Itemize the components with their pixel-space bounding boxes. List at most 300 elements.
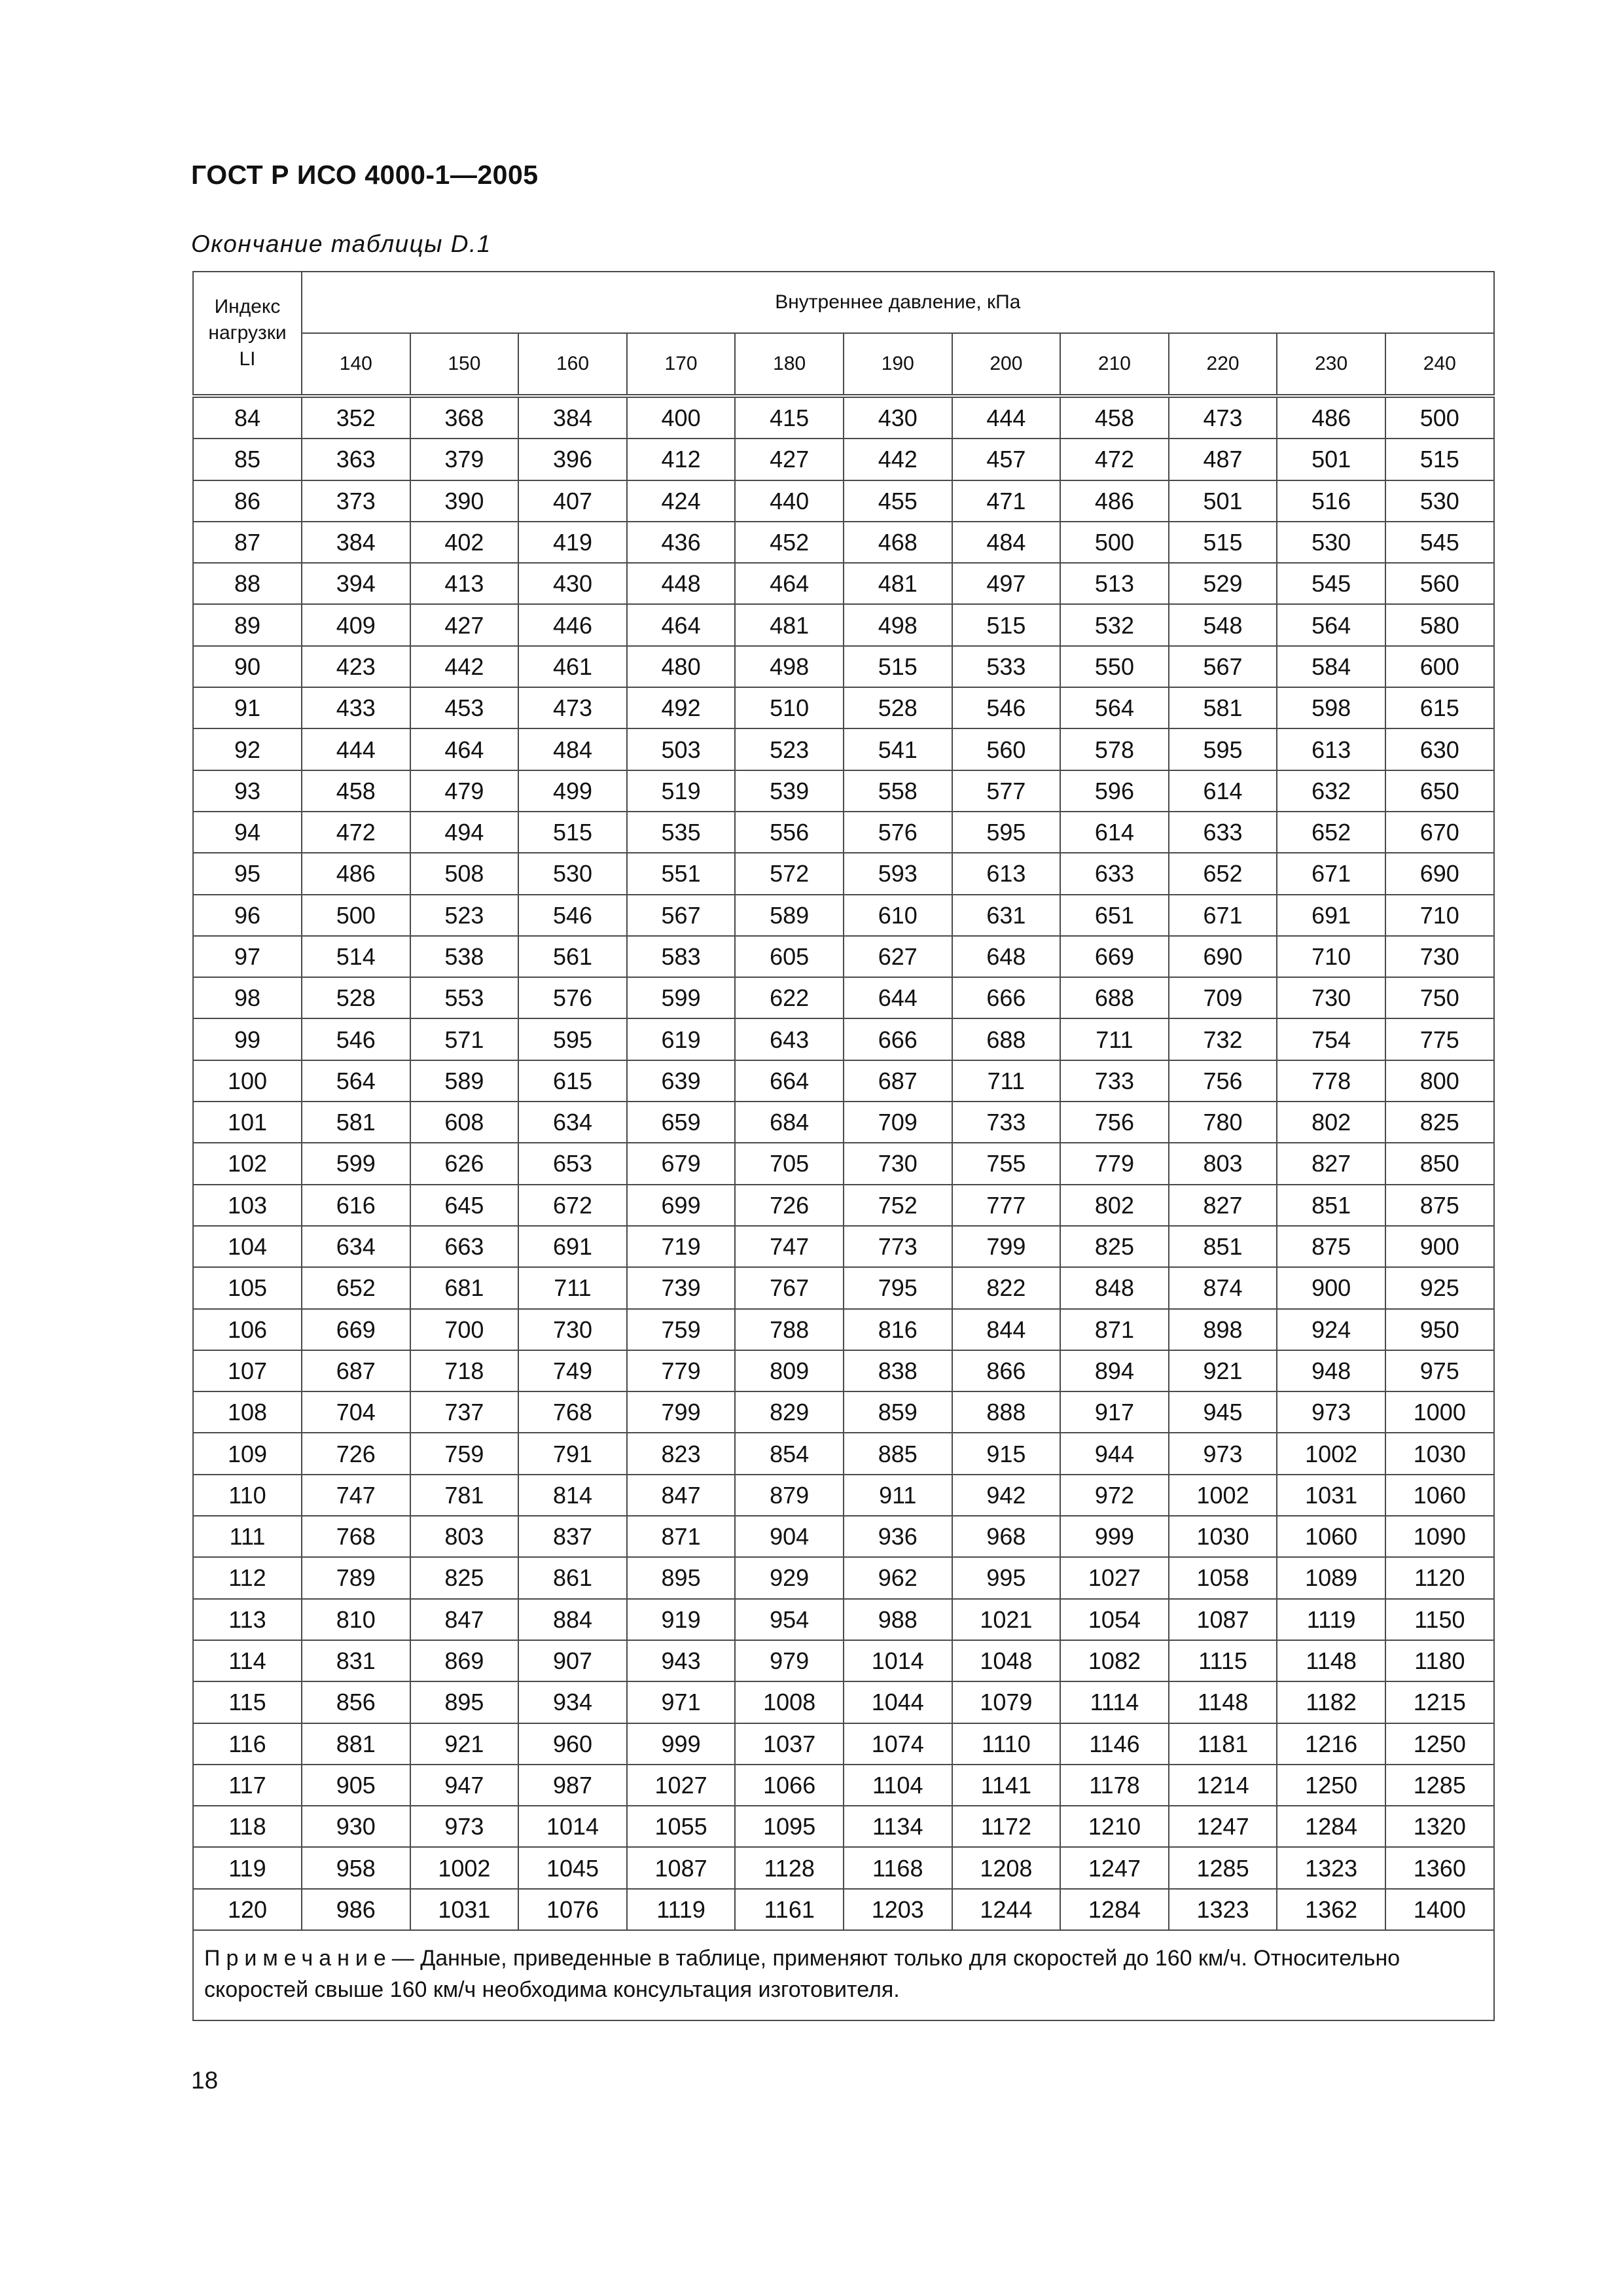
load-value-cell: 825 [1385, 1102, 1494, 1143]
load-value-cell: 423 [302, 646, 410, 687]
load-value-cell: 874 [1169, 1267, 1277, 1308]
load-value-cell: 1000 [1385, 1391, 1494, 1433]
load-value-cell: 1400 [1385, 1889, 1494, 1930]
load-value-cell: 1215 [1385, 1681, 1494, 1723]
load-index-header-line3: LI [239, 348, 256, 370]
load-value-cell: 513 [1060, 563, 1169, 604]
load-index-cell: 114 [193, 1640, 302, 1681]
load-value-cell: 752 [844, 1185, 952, 1226]
load-value-cell: 1360 [1385, 1847, 1494, 1888]
load-value-cell: 583 [627, 936, 736, 977]
load-value-cell: 632 [1277, 770, 1385, 812]
load-value-cell: 718 [410, 1350, 519, 1391]
load-value-cell: 1087 [1169, 1599, 1277, 1640]
table-row [193, 977, 1494, 1018]
load-value-cell: 605 [735, 936, 844, 977]
load-value-cell: 670 [1385, 812, 1494, 853]
load-value-cell: 705 [735, 1143, 844, 1184]
load-value-cell: 560 [1385, 563, 1494, 604]
load-value-cell: 1161 [735, 1889, 844, 1930]
load-value-cell: 950 [1385, 1309, 1494, 1350]
table-row [193, 728, 1494, 770]
load-value-cell: 739 [627, 1267, 736, 1308]
load-value-cell: 666 [844, 1018, 952, 1060]
load-index-header-line1: Индекс [214, 296, 281, 317]
load-value-cell: 943 [627, 1640, 736, 1681]
load-value-cell: 444 [302, 728, 410, 770]
load-value-cell: 1058 [1169, 1557, 1277, 1598]
table-row [193, 1102, 1494, 1143]
load-value-cell: 644 [844, 977, 952, 1018]
load-value-cell: 402 [410, 522, 519, 563]
load-value-cell: 564 [302, 1060, 410, 1102]
load-index-cell: 105 [193, 1267, 302, 1308]
load-value-cell: 407 [518, 480, 627, 522]
table-row [193, 687, 1494, 728]
load-value-cell: 1203 [844, 1889, 952, 1930]
load-value-cell: 1021 [952, 1599, 1061, 1640]
load-value-cell: 1014 [844, 1640, 952, 1681]
pressure-column-header: 160 [518, 333, 627, 396]
load-value-cell: 1323 [1277, 1847, 1385, 1888]
load-index-header-line2: нагрузки [208, 322, 287, 344]
table-header [193, 272, 1494, 396]
table-row [193, 936, 1494, 977]
load-value-cell: 593 [844, 853, 952, 894]
load-value-cell: 672 [518, 1185, 627, 1226]
load-value-cell: 430 [844, 396, 952, 439]
load-value-cell: 973 [1277, 1391, 1385, 1433]
load-value-cell: 848 [1060, 1267, 1169, 1308]
load-value-cell: 424 [627, 480, 736, 522]
load-value-cell: 545 [1385, 522, 1494, 563]
load-value-cell: 473 [1169, 396, 1277, 439]
load-value-cell: 409 [302, 604, 410, 645]
load-value-cell: 613 [1277, 728, 1385, 770]
load-value-cell: 1178 [1060, 1765, 1169, 1806]
load-value-cell: 777 [952, 1185, 1061, 1226]
load-index-cell: 102 [193, 1143, 302, 1184]
load-index-cell: 99 [193, 1018, 302, 1060]
load-index-cell: 86 [193, 480, 302, 522]
load-value-cell: 614 [1060, 812, 1169, 853]
table-row [193, 853, 1494, 894]
load-value-cell: 730 [844, 1143, 952, 1184]
load-value-cell: 669 [302, 1309, 410, 1350]
load-value-cell: 515 [1385, 439, 1494, 480]
load-value-cell: 900 [1277, 1267, 1385, 1308]
load-value-cell: 440 [735, 480, 844, 522]
load-value-cell: 633 [1060, 853, 1169, 894]
load-value-cell: 1066 [735, 1765, 844, 1806]
table-row [193, 563, 1494, 604]
load-value-cell: 778 [1277, 1060, 1385, 1102]
load-index-cell: 110 [193, 1475, 302, 1516]
load-value-cell: 871 [627, 1516, 736, 1557]
load-value-cell: 627 [844, 936, 952, 977]
load-value-cell: 616 [302, 1185, 410, 1226]
load-value-cell: 1110 [952, 1723, 1061, 1765]
load-value-cell: 710 [1385, 895, 1494, 936]
load-value-cell: 1045 [518, 1847, 627, 1888]
load-value-cell: 948 [1277, 1350, 1385, 1391]
load-value-cell: 484 [952, 522, 1061, 563]
load-value-cell: 691 [1277, 895, 1385, 936]
load-value-cell: 711 [952, 1060, 1061, 1102]
load-value-cell: 515 [844, 646, 952, 687]
load-value-cell: 487 [1169, 439, 1277, 480]
load-value-cell: 600 [1385, 646, 1494, 687]
load-value-cell: 538 [410, 936, 519, 977]
load-value-cell: 501 [1169, 480, 1277, 522]
load-value-cell: 1244 [952, 1889, 1061, 1930]
load-value-cell: 911 [844, 1475, 952, 1516]
load-value-cell: 799 [952, 1226, 1061, 1267]
load-value-cell: 652 [302, 1267, 410, 1308]
load-value-cell: 384 [302, 522, 410, 563]
load-value-cell: 875 [1277, 1226, 1385, 1267]
table-row [193, 895, 1494, 936]
load-index-cell: 85 [193, 439, 302, 480]
table-body [193, 396, 1494, 1930]
load-value-cell: 464 [735, 563, 844, 604]
load-value-cell: 709 [844, 1102, 952, 1143]
load-value-cell: 737 [410, 1391, 519, 1433]
load-value-cell: 1060 [1277, 1516, 1385, 1557]
load-value-cell: 599 [627, 977, 736, 1018]
load-value-cell: 479 [410, 770, 519, 812]
document-title: ГОСТ Р ИСО 4000-1—2005 [191, 160, 539, 190]
load-value-cell: 1323 [1169, 1889, 1277, 1930]
load-value-cell: 659 [627, 1102, 736, 1143]
load-index-cell: 97 [193, 936, 302, 977]
load-value-cell: 854 [735, 1433, 844, 1474]
load-value-cell: 733 [1060, 1060, 1169, 1102]
load-value-cell: 700 [410, 1309, 519, 1350]
load-index-cell: 89 [193, 604, 302, 645]
load-value-cell: 610 [844, 895, 952, 936]
load-value-cell: 457 [952, 439, 1061, 480]
load-value-cell: 671 [1277, 853, 1385, 894]
load-value-cell: 639 [627, 1060, 736, 1102]
load-value-cell: 1214 [1169, 1765, 1277, 1806]
pressure-column-header: 190 [844, 333, 952, 396]
load-value-cell: 626 [410, 1143, 519, 1184]
load-value-cell: 1148 [1169, 1681, 1277, 1723]
load-value-cell: 501 [1277, 439, 1385, 480]
load-value-cell: 1320 [1385, 1806, 1494, 1847]
load-value-cell: 791 [518, 1433, 627, 1474]
load-value-cell: 847 [410, 1599, 519, 1640]
load-value-cell: 780 [1169, 1102, 1277, 1143]
load-index-cell: 116 [193, 1723, 302, 1765]
load-value-cell: 548 [1169, 604, 1277, 645]
load-value-cell: 567 [627, 895, 736, 936]
load-value-cell: 1002 [1277, 1433, 1385, 1474]
load-value-cell: 436 [627, 522, 736, 563]
load-value-cell: 809 [735, 1350, 844, 1391]
load-value-cell: 634 [518, 1102, 627, 1143]
load-value-cell: 564 [1060, 687, 1169, 728]
load-value-cell: 687 [302, 1350, 410, 1391]
load-value-cell: 539 [735, 770, 844, 812]
load-value-cell: 619 [627, 1018, 736, 1060]
load-index-cell: 90 [193, 646, 302, 687]
load-value-cell: 630 [1385, 728, 1494, 770]
load-value-cell: 530 [518, 853, 627, 894]
load-value-cell: 664 [735, 1060, 844, 1102]
load-value-cell: 733 [952, 1102, 1061, 1143]
load-value-cell: 827 [1169, 1185, 1277, 1226]
load-value-cell: 1284 [1060, 1889, 1169, 1930]
load-value-cell: 691 [518, 1226, 627, 1267]
load-value-cell: 856 [302, 1681, 410, 1723]
load-value-cell: 1031 [410, 1889, 519, 1930]
load-value-cell: 1134 [844, 1806, 952, 1847]
load-value-cell: 634 [302, 1226, 410, 1267]
load-value-cell: 363 [302, 439, 410, 480]
table-row [193, 1143, 1494, 1184]
load-value-cell: 895 [627, 1557, 736, 1598]
load-value-cell: 508 [410, 853, 519, 894]
load-value-cell: 726 [302, 1433, 410, 1474]
pressure-column-header: 240 [1385, 333, 1494, 396]
table-row [193, 1765, 1494, 1806]
load-value-cell: 458 [1060, 396, 1169, 439]
table-row [193, 1640, 1494, 1681]
load-value-cell: 564 [1277, 604, 1385, 645]
load-value-cell: 888 [952, 1391, 1061, 1433]
load-value-cell: 599 [302, 1143, 410, 1184]
load-value-cell: 726 [735, 1185, 844, 1226]
load-value-cell: 907 [518, 1640, 627, 1681]
load-value-cell: 446 [518, 604, 627, 645]
load-value-cell: 971 [627, 1681, 736, 1723]
load-value-cell: 645 [410, 1185, 519, 1226]
load-value-cell: 595 [518, 1018, 627, 1060]
load-value-cell: 1027 [627, 1765, 736, 1806]
table-row [193, 480, 1494, 522]
load-value-cell: 1055 [627, 1806, 736, 1847]
load-value-cell: 775 [1385, 1018, 1494, 1060]
load-value-cell: 1030 [1169, 1516, 1277, 1557]
load-index-table [192, 271, 1495, 2021]
load-value-cell: 929 [735, 1557, 844, 1598]
load-value-cell: 759 [627, 1309, 736, 1350]
load-value-cell: 1250 [1277, 1765, 1385, 1806]
load-value-cell: 684 [735, 1102, 844, 1143]
load-value-cell: 498 [735, 646, 844, 687]
load-value-cell: 546 [302, 1018, 410, 1060]
load-value-cell: 837 [518, 1516, 627, 1557]
table-row [193, 1018, 1494, 1060]
load-value-cell: 1030 [1385, 1433, 1494, 1474]
load-value-cell: 589 [735, 895, 844, 936]
load-value-cell: 1208 [952, 1847, 1061, 1888]
load-value-cell: 844 [952, 1309, 1061, 1350]
load-value-cell: 433 [302, 687, 410, 728]
load-value-cell: 1089 [1277, 1557, 1385, 1598]
load-value-cell: 633 [1169, 812, 1277, 853]
table-row [193, 812, 1494, 853]
load-value-cell: 919 [627, 1599, 736, 1640]
load-value-cell: 486 [1277, 396, 1385, 439]
load-value-cell: 881 [302, 1723, 410, 1765]
table-row [193, 396, 1494, 439]
table-row [193, 1226, 1494, 1267]
load-index-cell: 87 [193, 522, 302, 563]
load-index-cell: 111 [193, 1516, 302, 1557]
load-value-cell: 514 [302, 936, 410, 977]
load-value-cell: 954 [735, 1599, 844, 1640]
load-value-cell: 730 [1385, 936, 1494, 977]
table-row [193, 1350, 1494, 1391]
load-value-cell: 999 [627, 1723, 736, 1765]
load-value-cell: 710 [1277, 936, 1385, 977]
load-value-cell: 709 [1169, 977, 1277, 1018]
load-value-cell: 1104 [844, 1765, 952, 1806]
load-value-cell: 871 [1060, 1309, 1169, 1350]
load-value-cell: 973 [410, 1806, 519, 1847]
load-index-cell: 103 [193, 1185, 302, 1226]
load-value-cell: 589 [410, 1060, 519, 1102]
load-value-cell: 1284 [1277, 1806, 1385, 1847]
load-value-cell: 412 [627, 439, 736, 480]
load-value-cell: 556 [735, 812, 844, 853]
load-value-cell: 958 [302, 1847, 410, 1888]
load-value-cell: 545 [1277, 563, 1385, 604]
load-index-cell: 119 [193, 1847, 302, 1888]
load-value-cell: 419 [518, 522, 627, 563]
load-value-cell: 1285 [1385, 1765, 1494, 1806]
load-value-cell: 1002 [410, 1847, 519, 1888]
pressure-column-header: 230 [1277, 333, 1385, 396]
load-value-cell: 452 [735, 522, 844, 563]
load-value-cell: 1076 [518, 1889, 627, 1930]
load-value-cell: 960 [518, 1723, 627, 1765]
table-row [193, 522, 1494, 563]
load-value-cell: 861 [518, 1557, 627, 1598]
load-value-cell: 528 [302, 977, 410, 1018]
load-value-cell: 921 [410, 1723, 519, 1765]
load-value-cell: 567 [1169, 646, 1277, 687]
load-value-cell: 598 [1277, 687, 1385, 728]
load-value-cell: 859 [844, 1391, 952, 1433]
pressure-column-header: 200 [952, 333, 1061, 396]
load-value-cell: 802 [1277, 1102, 1385, 1143]
load-value-cell: 947 [410, 1765, 519, 1806]
table-row [193, 1557, 1494, 1598]
load-value-cell: 979 [735, 1640, 844, 1681]
load-value-cell: 444 [952, 396, 1061, 439]
load-value-cell: 756 [1169, 1060, 1277, 1102]
load-value-cell: 1362 [1277, 1889, 1385, 1930]
load-value-cell: 1247 [1169, 1806, 1277, 1847]
load-value-cell: 1087 [627, 1847, 736, 1888]
load-value-cell: 580 [1385, 604, 1494, 645]
load-value-cell: 584 [1277, 646, 1385, 687]
load-value-cell: 732 [1169, 1018, 1277, 1060]
load-value-cell: 988 [844, 1599, 952, 1640]
table-row [193, 1433, 1494, 1474]
load-value-cell: 471 [952, 480, 1061, 522]
table-note [193, 1930, 1494, 2020]
load-index-table-container [192, 271, 1493, 2021]
load-value-cell: 875 [1385, 1185, 1494, 1226]
load-value-cell: 523 [735, 728, 844, 770]
pressure-group-header: Внутреннее давление, кПа [302, 272, 1494, 333]
load-index-cell: 115 [193, 1681, 302, 1723]
load-value-cell: 810 [302, 1599, 410, 1640]
load-value-cell: 921 [1169, 1350, 1277, 1391]
load-value-cell: 1095 [735, 1806, 844, 1847]
load-value-cell: 669 [1060, 936, 1169, 977]
load-value-cell: 651 [1060, 895, 1169, 936]
pressure-column-header: 210 [1060, 333, 1169, 396]
load-value-cell: 944 [1060, 1433, 1169, 1474]
load-value-cell: 532 [1060, 604, 1169, 645]
load-value-cell: 622 [735, 977, 844, 1018]
load-value-cell: 442 [844, 439, 952, 480]
load-value-cell: 814 [518, 1475, 627, 1516]
load-value-cell: 711 [518, 1267, 627, 1308]
load-value-cell: 1180 [1385, 1640, 1494, 1681]
load-value-cell: 838 [844, 1350, 952, 1391]
note-text: — Данные, приведенные в таблице, применяют только для скоростей до 160 км/ч. Относительно скоростей свыше 160 км/ч необходима консультация изготовителя. [204, 1945, 1400, 2002]
load-index-cell: 108 [193, 1391, 302, 1433]
load-value-cell: 498 [844, 604, 952, 645]
load-value-cell: 747 [735, 1226, 844, 1267]
load-value-cell: 413 [410, 563, 519, 604]
load-value-cell: 924 [1277, 1309, 1385, 1350]
load-value-cell: 560 [952, 728, 1061, 770]
load-value-cell: 500 [1060, 522, 1169, 563]
load-value-cell: 823 [627, 1433, 736, 1474]
load-value-cell: 962 [844, 1557, 952, 1598]
load-value-cell: 767 [735, 1267, 844, 1308]
table-header-row-pressures [193, 333, 1494, 396]
page-number: 18 [191, 2067, 219, 2094]
load-value-cell: 481 [735, 604, 844, 645]
pressure-column-header: 140 [302, 333, 410, 396]
load-value-cell: 754 [1277, 1018, 1385, 1060]
load-value-cell: 652 [1277, 812, 1385, 853]
load-index-cell: 95 [193, 853, 302, 894]
load-value-cell: 608 [410, 1102, 519, 1143]
load-value-cell: 461 [518, 646, 627, 687]
load-value-cell: 1120 [1385, 1557, 1494, 1598]
load-value-cell: 576 [518, 977, 627, 1018]
load-index-cell: 112 [193, 1557, 302, 1598]
load-index-header [193, 272, 302, 396]
load-value-cell: 756 [1060, 1102, 1169, 1143]
load-value-cell: 427 [410, 604, 519, 645]
load-value-cell: 749 [518, 1350, 627, 1391]
load-value-cell: 652 [1169, 853, 1277, 894]
load-value-cell: 773 [844, 1226, 952, 1267]
load-value-cell: 499 [518, 770, 627, 812]
load-value-cell: 541 [844, 728, 952, 770]
load-value-cell: 400 [627, 396, 736, 439]
load-value-cell: 904 [735, 1516, 844, 1557]
load-value-cell: 464 [627, 604, 736, 645]
load-value-cell: 572 [735, 853, 844, 894]
load-value-cell: 653 [518, 1143, 627, 1184]
load-value-cell: 1090 [1385, 1516, 1494, 1557]
load-index-cell: 101 [193, 1102, 302, 1143]
load-value-cell: 1210 [1060, 1806, 1169, 1847]
load-value-cell: 515 [952, 604, 1061, 645]
